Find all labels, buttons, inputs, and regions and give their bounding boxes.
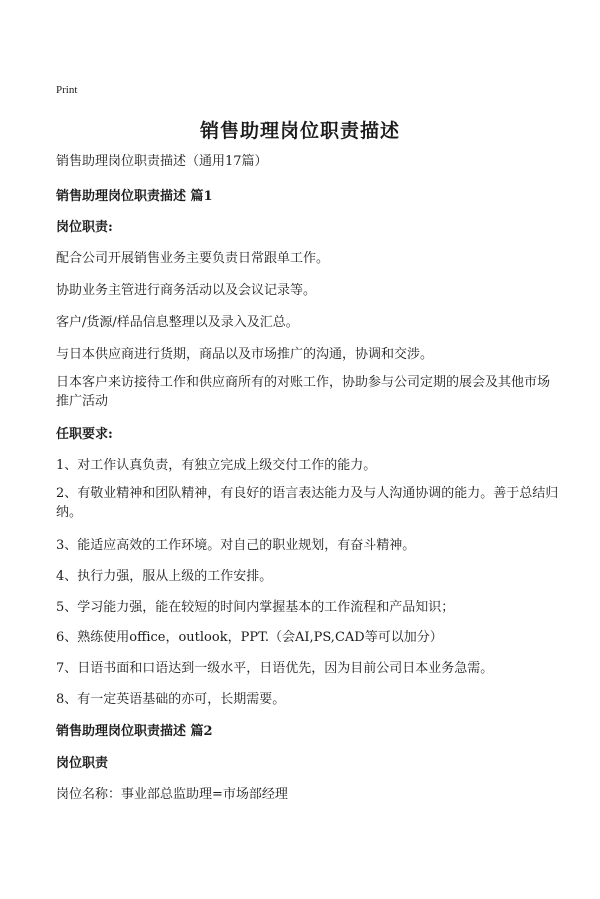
print-label: Print [56, 84, 78, 96]
duty-item-2: 协助业务主管进行商务活动以及会议记录等。 [56, 283, 317, 298]
requirement-item-5: 5、学习能力强，能在较短的时间内掌握基本的工作流程和产品知识； [56, 600, 455, 615]
section1-heading: 销售助理岗位职责描述 篇1 [56, 189, 213, 204]
duty-item-5: 日本客户来访接待工作和供应商所有的对账工作，协助参与公司定期的展会及其他市场推广活动 [56, 375, 551, 409]
requirement-item-8: 8、有一定英语基础的亦可，长期需要。 [56, 692, 286, 707]
requirement-item-3: 3、能适应高效的工作环境。对自己的职业规划，有奋斗精神。 [56, 538, 416, 553]
section1-duties-heading: 岗位职责: [56, 220, 113, 235]
duty-item-1: 配合公司开展销售业务主要负责日常跟单工作。 [56, 251, 330, 266]
requirement-item-4: 4、执行力强，服从上级的工作安排。 [56, 569, 273, 584]
section1-requirements-heading: 任职要求: [56, 427, 113, 442]
section2-duties-heading: 岗位职责 [56, 756, 109, 771]
requirement-item-2: 2、有敬业精神和团队精神，有良好的语言表达能力及与人沟通协调的能力。善于总结归纳。 [56, 486, 559, 520]
document-title: 销售助理岗位职责描述 [199, 120, 400, 142]
requirement-item-6: 6、熟练使用office，outlook，PPT.（会AI,PS,CAD等可以加分） [56, 630, 443, 645]
duty-item-4: 与日本供应商进行货期，商品以及市场推广的沟通，协调和交涉。 [56, 347, 434, 362]
section2-heading: 销售助理岗位职责描述 篇2 [56, 724, 213, 739]
duty-item-3: 客户/货源/样品信息整理以及录入及汇总。 [56, 315, 299, 330]
requirement-item-7: 7、日语书面和口语达到一级水平，日语优先，因为目前公司日本业务急需。 [56, 661, 494, 676]
requirement-item-1: 1、对工作认真负责，有独立完成上级交付工作的能力。 [56, 458, 377, 473]
document-subtitle: 销售助理岗位职责描述（通用17篇） [56, 154, 268, 169]
position-name-line: 岗位名称：事业部总监助理=市场部经理 [56, 787, 288, 802]
